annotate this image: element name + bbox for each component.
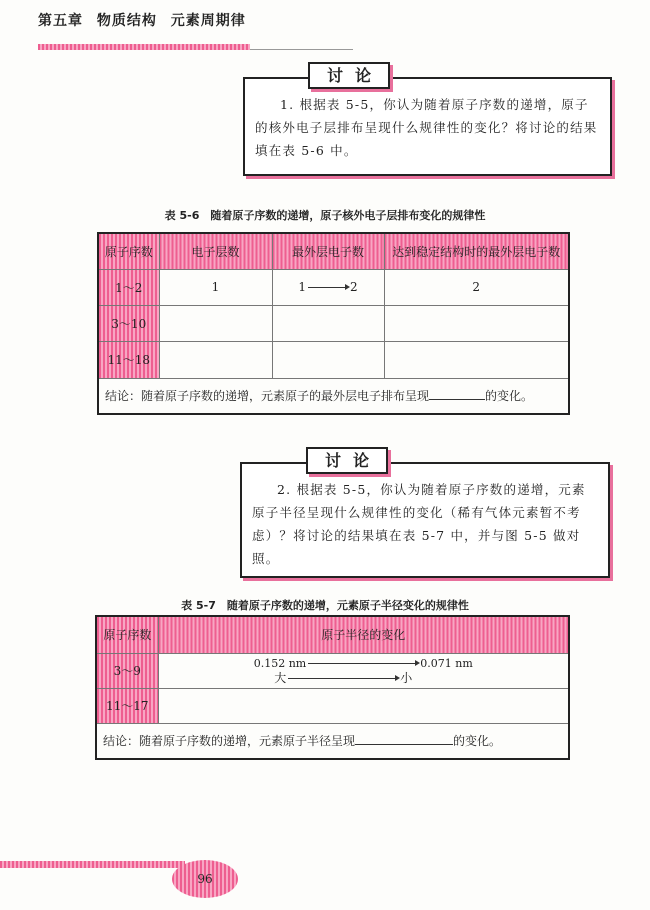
outer-cell xyxy=(272,269,384,305)
range-cell: 11～18 xyxy=(98,341,159,378)
empty-cell[interactable] xyxy=(158,688,569,723)
arrow-icon xyxy=(308,287,348,288)
section-label: 物质结构 xyxy=(96,13,157,29)
discussion-title-2: 讨论 xyxy=(306,447,388,474)
footer-stripe xyxy=(0,861,185,868)
col-header: 电子层数 xyxy=(159,233,272,269)
table-row xyxy=(96,688,569,723)
empty-cell[interactable] xyxy=(272,305,384,341)
discussion-title-1: 讨论 xyxy=(308,62,390,89)
empty-cell[interactable] xyxy=(159,341,272,378)
table-row xyxy=(98,269,569,305)
empty-cell[interactable] xyxy=(272,341,384,378)
radius-from: 0.152 nm xyxy=(253,656,307,670)
size-from: 大 xyxy=(274,670,287,685)
col-header: 原子序数 xyxy=(98,233,159,269)
arrow-icon xyxy=(308,663,418,664)
radius-to: 0.071 nm xyxy=(420,656,473,670)
table-5-7-caption: 表 5-7 随着原子序数的递增，元素原子半径变化的规律性 xyxy=(181,599,469,612)
range-cell: 11～17 xyxy=(96,688,158,723)
conclusion-suffix: 的变化。 xyxy=(485,389,534,404)
page-number: 96 xyxy=(172,860,238,898)
range-cell: 1～2 xyxy=(98,269,159,305)
radius-cell xyxy=(158,653,569,688)
chapter-label: 第五章 xyxy=(38,13,83,29)
layers-cell: 1 xyxy=(159,269,272,305)
table-5-7 xyxy=(95,615,570,760)
range-cell: 3～10 xyxy=(98,305,159,341)
table-5-6 xyxy=(97,232,570,415)
range-cell: 3～9 xyxy=(96,653,158,688)
table-row xyxy=(96,653,569,688)
stable-cell: 2 xyxy=(384,269,569,305)
topic-label: 元素周期律 xyxy=(170,13,246,29)
conclusion-text: 结论：随着原子序数的递增，元素原子半径呈现 xyxy=(103,734,356,749)
table-row xyxy=(98,341,569,378)
size-to: 小 xyxy=(400,670,413,685)
discussion-text-1: 1. 根据表 5-5，你认为随着原子序数的递增，原子的核外电子层排布呈现什么规律性的变化？将讨论的结果填在表 5-6 中。 xyxy=(255,97,598,158)
col-header: 达到稳定结构时的最外层电子数 xyxy=(384,233,569,269)
empty-cell[interactable] xyxy=(159,305,272,341)
conclusion-row xyxy=(96,723,569,759)
answer-blank[interactable] xyxy=(429,388,485,400)
conclusion-row xyxy=(98,378,569,414)
col-header: 原子半径的变化 xyxy=(158,616,569,653)
conclusion-suffix: 的变化。 xyxy=(453,734,502,749)
chapter-header xyxy=(38,10,246,30)
col-header: 原子序数 xyxy=(96,616,158,653)
discussion-box-1 xyxy=(243,77,612,176)
table-5-6-caption: 表 5-6 随着原子序数的递增，原子核外电子层排布变化的规律性 xyxy=(164,209,486,222)
answer-blank[interactable] xyxy=(355,733,453,745)
outer-to: 2 xyxy=(350,280,358,294)
table-row xyxy=(98,305,569,341)
conclusion-text: 结论：随着原子序数的递增，元素原子的最外层电子排布呈现 xyxy=(105,389,430,404)
discussion-box-2 xyxy=(240,462,610,578)
header-stripe xyxy=(38,44,250,50)
empty-cell[interactable] xyxy=(384,341,569,378)
arrow-icon xyxy=(288,678,398,679)
empty-cell[interactable] xyxy=(384,305,569,341)
discussion-text-2: 2. 根据表 5-5，你认为随着原子序数的递增，元素原子半径呈现什么规律性的变化（稀有气体元素暂不考虑）？将讨论的结果填在表 5-7 中，并与图 5-5 做对照。 xyxy=(252,482,586,566)
outer-from: 1 xyxy=(298,280,306,294)
col-header: 最外层电子数 xyxy=(272,233,384,269)
